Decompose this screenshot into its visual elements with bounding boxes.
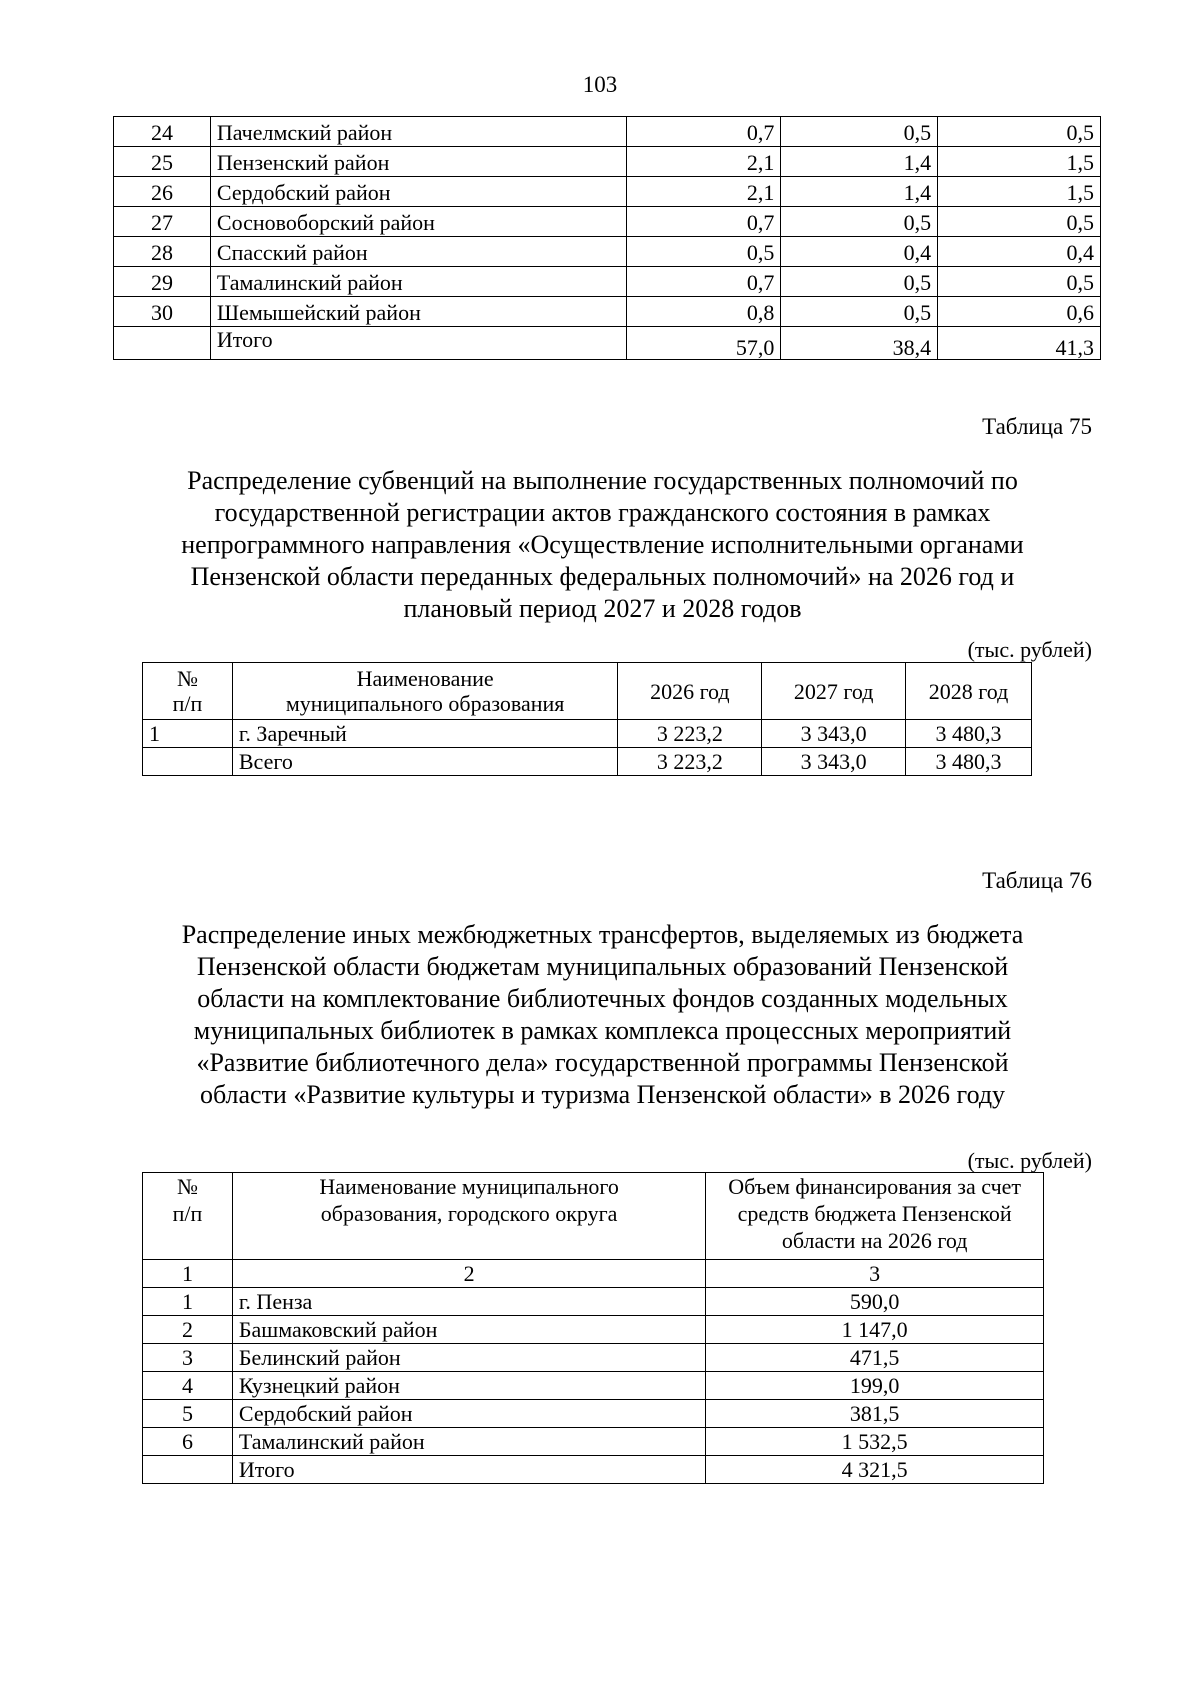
- volume-value: 381,5: [706, 1400, 1044, 1428]
- row-number: 4: [143, 1372, 233, 1400]
- title-line: непрограммного направления «Осуществление исполнительными органами: [181, 530, 1024, 559]
- volume-value: 1 147,0: [706, 1316, 1044, 1344]
- value-2026: 2,1: [627, 177, 781, 207]
- value-2026: 2,1: [627, 147, 781, 177]
- municipality-name: Сердобский район: [232, 1400, 705, 1428]
- table-row: [114, 237, 1101, 267]
- row-number: 27: [114, 207, 211, 237]
- municipality-name: Белинский район: [232, 1344, 705, 1372]
- table-row: [143, 1400, 1044, 1428]
- column-number-row: [143, 1260, 1044, 1288]
- value-2026: 3 223,2: [618, 720, 762, 748]
- total-row: [143, 1456, 1044, 1484]
- row-number: 5: [143, 1400, 233, 1428]
- title-line: Пензенской области переданных федеральных полномочий» на 2026 год и: [190, 562, 1015, 591]
- table-75-title: [120, 465, 1085, 625]
- volume-value: 199,0: [706, 1372, 1044, 1400]
- value-2027: 0,5: [781, 267, 938, 297]
- row-number: 1: [143, 720, 233, 748]
- total-value: 4 321,5: [706, 1456, 1044, 1484]
- table-76-units: (тыс. рублей): [967, 1148, 1092, 1173]
- title-line: муниципальных библиотек в рамках комплекса процессных мероприятий: [193, 1016, 1012, 1045]
- value-2026: 0,8: [627, 297, 781, 327]
- title-line: области на комплектование библиотечных фондов созданных модельных: [197, 984, 1008, 1013]
- value-2027: 1,4: [781, 147, 938, 177]
- table-76-label: Таблица 76: [982, 868, 1092, 893]
- header-2026: 2026 год: [618, 663, 762, 720]
- value-2028: 0,6: [938, 297, 1101, 327]
- header-number: № п/п: [143, 1173, 233, 1260]
- value-2028: 0,4: [938, 237, 1101, 267]
- value-2028: 0,5: [938, 207, 1101, 237]
- table-row: [114, 267, 1101, 297]
- value-2027: 0,5: [781, 117, 938, 147]
- title-line: государственной регистрации актов гражданского состояния в рамках: [214, 498, 991, 527]
- municipality-name: г. Пенза: [232, 1288, 705, 1316]
- value-2026: 0,7: [627, 267, 781, 297]
- table-row: [143, 1372, 1044, 1400]
- column-number: 3: [706, 1260, 1044, 1288]
- district-name: Тамалинский район: [210, 267, 627, 297]
- district-name: Пензенский район: [210, 147, 627, 177]
- title-line: Распределение субвенций на выполнение государственных полномочий по: [187, 466, 1018, 495]
- header-row: [143, 663, 1032, 720]
- table-row: [114, 147, 1101, 177]
- total-2027: 3 343,0: [762, 748, 906, 776]
- table-row: [114, 117, 1101, 147]
- total-row: [143, 748, 1032, 776]
- total-label: Итого: [232, 1456, 705, 1484]
- value-2027: 3 343,0: [762, 720, 906, 748]
- row-number: 28: [114, 237, 211, 267]
- volume-value: 1 532,5: [706, 1428, 1044, 1456]
- value-2026: 0,5: [627, 237, 781, 267]
- total-2027: 38,4: [781, 327, 938, 360]
- value-2026: 0,7: [627, 117, 781, 147]
- table-76: [142, 1172, 1044, 1484]
- district-name: Сосновоборский район: [210, 207, 627, 237]
- municipality-name: Кузнецкий район: [232, 1372, 705, 1400]
- table-75: [142, 662, 1032, 776]
- row-number: 6: [143, 1428, 233, 1456]
- header-row: [143, 1173, 1044, 1260]
- row-number: 30: [114, 297, 211, 327]
- district-name: Шемышейский район: [210, 297, 627, 327]
- column-number: 2: [232, 1260, 705, 1288]
- value-2026: 0,7: [627, 207, 781, 237]
- empty-cell: [143, 748, 233, 776]
- header-volume: Объем финансирования за счет средств бюджета Пензенской области на 2026 год: [706, 1173, 1044, 1260]
- title-line: области «Развитие культуры и туризма Пензенской области» в 2026 году: [199, 1080, 1006, 1109]
- district-name: Сердобский район: [210, 177, 627, 207]
- row-number: 26: [114, 177, 211, 207]
- volume-value: 471,5: [706, 1344, 1044, 1372]
- page-number: 103: [582, 72, 618, 97]
- value-2027: 1,4: [781, 177, 938, 207]
- table-row: [143, 1428, 1044, 1456]
- row-number: 3: [143, 1344, 233, 1372]
- row-number: 2: [143, 1316, 233, 1344]
- table-75-units: (тыс. рублей): [967, 637, 1092, 662]
- value-2028: 0,5: [938, 117, 1101, 147]
- row-number: 1: [143, 1288, 233, 1316]
- table-76-title: [120, 919, 1085, 1111]
- total-2026: 57,0: [627, 327, 781, 360]
- value-2028: 0,5: [938, 267, 1101, 297]
- district-name: Пачелмский район: [210, 117, 627, 147]
- table-row: [143, 1344, 1044, 1372]
- table-row: [114, 207, 1101, 237]
- continuation-table: [113, 116, 1101, 360]
- total-row: [114, 327, 1101, 360]
- volume-value: 590,0: [706, 1288, 1044, 1316]
- table-row: [143, 1288, 1044, 1316]
- value-2028: 1,5: [938, 147, 1101, 177]
- header-name: Наименование муниципального образования: [232, 663, 618, 720]
- total-label: Всего: [232, 748, 618, 776]
- total-2026: 3 223,2: [618, 748, 762, 776]
- value-2027: 0,5: [781, 297, 938, 327]
- row-number: 25: [114, 147, 211, 177]
- total-2028: 41,3: [938, 327, 1101, 360]
- column-number: 1: [143, 1260, 233, 1288]
- row-number: 24: [114, 117, 211, 147]
- table-75-label: Таблица 75: [982, 414, 1092, 439]
- header-2028: 2028 год: [906, 663, 1032, 720]
- municipality-name: г. Заречный: [232, 720, 618, 748]
- title-line: Пензенской области бюджетам муниципальных образований Пензенской: [196, 952, 1009, 981]
- header-number: № п/п: [143, 663, 233, 720]
- district-name: Спасский район: [210, 237, 627, 267]
- value-2028: 1,5: [938, 177, 1101, 207]
- value-2027: 0,4: [781, 237, 938, 267]
- title-line: Распределение иных межбюджетных трансфертов, выделяемых из бюджета: [181, 920, 1024, 949]
- header-name: Наименование муниципального образования, городского округа: [232, 1173, 705, 1260]
- row-number: 29: [114, 267, 211, 297]
- value-2028: 3 480,3: [906, 720, 1032, 748]
- municipality-name: Башмаковский район: [232, 1316, 705, 1344]
- table-row: [143, 720, 1032, 748]
- title-line: «Развитие библиотечного дела» государственной программы Пензенской: [196, 1048, 1009, 1077]
- empty-cell: [143, 1456, 233, 1484]
- total-label: Итого: [210, 327, 627, 360]
- municipality-name: Тамалинский район: [232, 1428, 705, 1456]
- table-row: [114, 297, 1101, 327]
- table-row: [143, 1316, 1044, 1344]
- header-2027: 2027 год: [762, 663, 906, 720]
- title-line: плановый период 2027 и 2028 годов: [403, 594, 802, 623]
- empty-cell: [114, 327, 211, 360]
- value-2027: 0,5: [781, 207, 938, 237]
- total-2028: 3 480,3: [906, 748, 1032, 776]
- table-row: [114, 177, 1101, 207]
